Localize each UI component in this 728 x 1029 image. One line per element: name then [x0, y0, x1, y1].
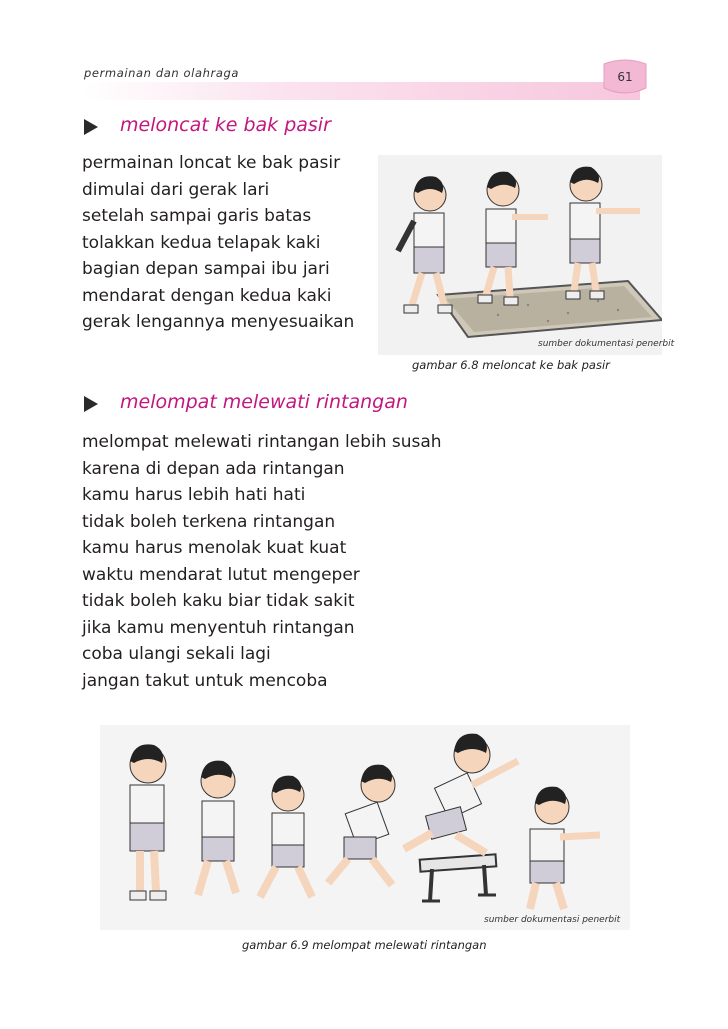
figure-caption: gambar 6.9 melompat melewati rintangan	[242, 938, 487, 952]
text-line: karena di depan ada rintangan	[82, 458, 345, 479]
text-line: jika kamu menyentuh rintangan	[82, 617, 355, 638]
text-line: melompat melewati rintangan lebih susah	[82, 432, 442, 452]
bullet-arrow-icon	[84, 396, 98, 412]
text-line: tidak boleh terkena rintangan	[82, 511, 336, 532]
page-number: 61	[617, 70, 633, 84]
text-line: dimulai dari gerak lari	[82, 179, 270, 200]
text-line: mendarat dengan kedua kaki	[82, 285, 332, 306]
section-body	[82, 429, 442, 694]
section-title: meloncat ke bak pasir	[120, 114, 331, 136]
text-line: kamu harus menolak kuat kuat	[82, 538, 347, 558]
text-line: jangan takut untuk mencoba	[82, 670, 328, 691]
text-line: setelah sampai garis batas	[82, 206, 312, 226]
figure-sandpit-jump	[378, 155, 662, 355]
text-line: coba ulangi sekali lagi	[82, 644, 271, 664]
text-line: bagian depan sampai ibu jari	[82, 259, 330, 279]
section-body	[82, 150, 354, 336]
running-title: permainan dan olahraga	[84, 66, 240, 80]
figure-caption: gambar 6.8 meloncat ke bak pasir	[412, 358, 610, 372]
figure-source: sumber dokumentasi penerbit	[484, 915, 621, 925]
text-line: gerak lengannya menyesuaikan	[82, 312, 355, 332]
section-title: melompat melewati rintangan	[120, 391, 408, 413]
bullet-arrow-icon	[84, 119, 98, 135]
text-line: tolakkan kedua telapak kaki	[82, 232, 321, 253]
text-line: tidak boleh kaku biar tidak sakit	[82, 591, 355, 611]
header-band	[84, 82, 640, 100]
text-line: kamu harus lebih hati hati	[82, 485, 306, 505]
figure-source: sumber dokumentasi penerbit	[538, 339, 675, 349]
figure-hurdle-jump	[100, 725, 630, 930]
text-line: waktu mendarat lutut mengeper	[82, 564, 360, 585]
text-line: permainan loncat ke bak pasir	[82, 153, 341, 173]
